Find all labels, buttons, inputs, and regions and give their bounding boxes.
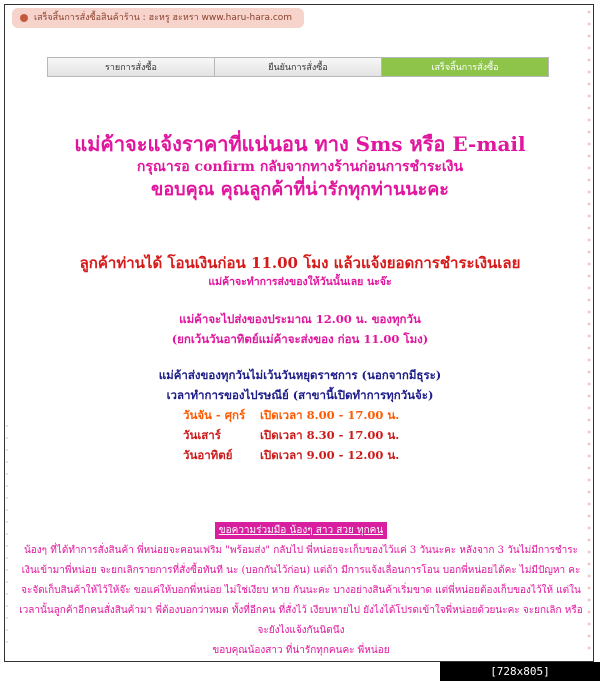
hours-day: วันจัน - ศุกร์ [183,408,246,422]
headline-line3: ขอบคุณ คุณลูกค้าที่น่ารักทุกท่านนะคะ [151,179,449,200]
hours-row [183,445,463,465]
breadcrumb-text: เสร็จสิ้นการสั่งซื้อสินค้าร้าน : ฮะหรู ฮะหรา www.haru-hara.com [34,13,293,23]
decorative-border-right [584,6,594,656]
post-line2: เวลาทำการของไปรษณีย์ (สาขานี้เปิดทำการทุกวันจ้ะ) [166,388,434,402]
post-office-block [20,365,580,405]
hours-day: วันอาทิตย์ [183,448,233,462]
hours-row [183,405,463,425]
notice-heading: ขอความร่วมมือ น้องๆ สาว สวย ทุกคน [215,522,387,539]
step-order-complete[interactable]: เสร็จสิ้นการสั่งซื้อ [382,58,548,76]
shipping-line1: แม่ค้าจะไปส่งของประมาณ 12.00 น. ของทุกวัน [179,312,421,326]
breadcrumb [12,8,304,28]
decorative-border-left [3,420,11,650]
hours-row [183,425,463,445]
notice-block [18,518,584,661]
notice-thanks: ขอบคุณน้องสาว ที่น่ารักทุกคนคะ พี่หน่อย [212,645,390,656]
payment-line1: ลูกค้าท่านได้ โอนเงินก่อน 11.00 โมง แล้วแจ้งยอดการชำระเงินเลย [79,254,521,272]
post-hours-table [183,405,463,465]
watermark: [728x805] https://upic.me/ [440,662,600,681]
shipping-block [20,309,580,349]
payment-line2: แม่ค้าจะทำการส่งของให้วันนั้นเลย นะจ๊ะ [208,276,392,288]
step-confirm-order[interactable]: ยืนยันการสั่งซื้อ [215,58,382,76]
step-order-list[interactable]: รายการสั่งซื้อ [48,58,215,76]
headline-line1: แม่ค้าจะแจ้งราคาที่แน่นอน ทาง Sms หรือ E-mail [74,132,526,156]
post-line1: แม่ค้าส่งของทุกวันไม่เว้นวันหยุดราชการ (นอกจากมีธุระ) [158,368,442,382]
notice-body: น้องๆ ที่ได้ทำการสั่งสินค้า พี่หน่อยจะคอนเฟริม "พร้อมส่ง" กลับไป พี่หน่อยจะเก็บของไว้แค่ 3 วันนะคะ หลังจาก 3 วันไม่มีการชำระเงินเข้ามาพี่หน่อย จะยกเลิกรายการที่สั่งซื้อทันที นะ (บอกกันไว้ก่อน) แต่ถ้า มีการแจ้งเลื่อนการโอน บอกพี่หน่อยได้คะ ไม่มีปัญหา คะ จะจัดเก็บสินค้าให้ไว้ให้จ๊ะ ขอแค่ให้บอกพี่หน่อย ไม่ใช่เงียบ หาย กันนะคะ บางอย่างสินค้าเริ่มขาด แต่พี่หน่อยต้องเก็บของไว้ให้ แต่ในเวลานั้นลูกค้าอีกคนสั่งสินค้ามา พี่ต้องบอกว่าหมด ทั้งที่อีกคน ที่สั่งไว้ เงียบหายไป ยังไงได้โปรดเข้าใจพี่หน่อยด้วยนะคะ จะยกเลิก หรือจะยังไงแจ้งกันนิดนึง [19,545,583,636]
headline-block [20,131,580,203]
hours-time: เปิดเวลา 9.00 - 12.00 น. [260,448,400,462]
hours-time: เปิดเวลา 8.00 - 17.00 น. [260,408,400,422]
checkout-steps [47,57,549,77]
shipping-line2: (ยกเว้นวันอาทิตย์แม่ค้าจะส่งของ ก่อน 11.00 โมง) [171,332,429,346]
hours-time: เปิดเวลา 8.30 - 17.00 น. [260,428,400,442]
hours-day: วันเสาร์ [183,428,221,442]
bullet-icon [20,14,28,22]
headline-line2: กรุณารอ confirm กลับจากทางร้านก่อนการชำระเงิน [136,159,464,175]
payment-block [20,252,580,290]
